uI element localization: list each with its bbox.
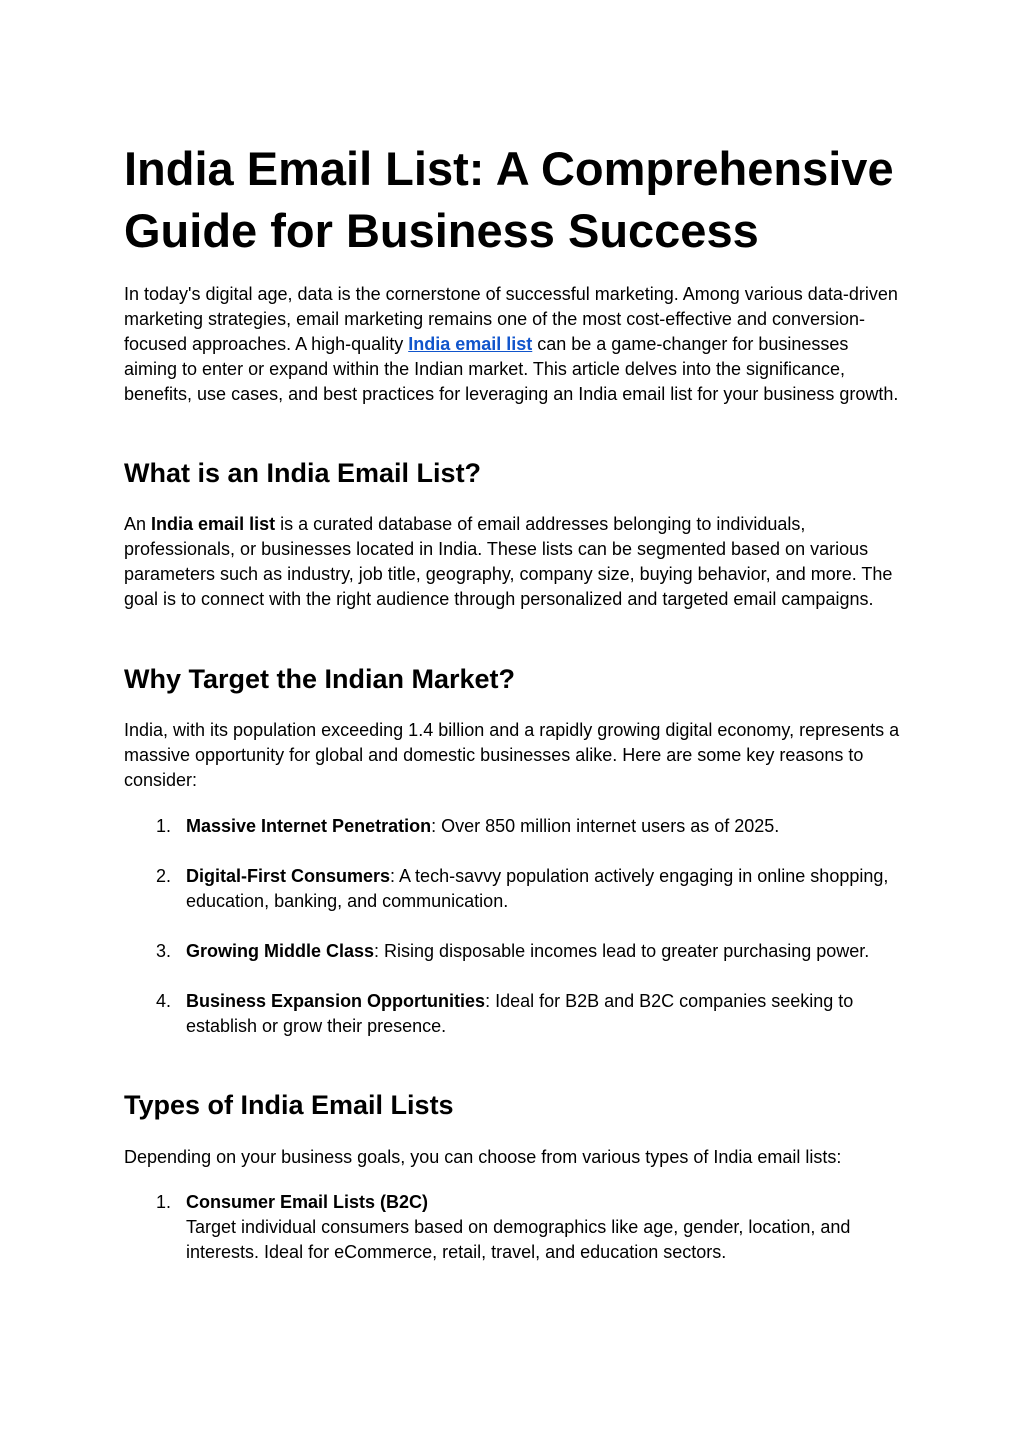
section-heading-what-is: What is an India Email List?	[124, 458, 482, 488]
page-title: India Email List: A Comprehensive Guide for Business Success	[124, 142, 894, 257]
list-item-text: : A tech-savvy population actively engaging in online shopping, education, banking, and communication.	[186, 866, 889, 911]
list-item-title: Growing Middle Class	[186, 941, 375, 961]
list-item	[124, 814, 904, 839]
list-item	[124, 864, 904, 914]
intro-paragraph	[124, 282, 904, 407]
india-email-list-link[interactable]: India email list	[408, 334, 533, 354]
what-is-paragraph	[124, 512, 904, 612]
types-paragraph: Depending on your business goals, you can choose from various types of India email lists:	[124, 1147, 842, 1167]
list-item-title: Business Expansion Opportunities	[186, 991, 486, 1011]
what-is-bold-term: India email list	[151, 514, 276, 534]
intro-text-after: can be a game-changer for businesses aiming to enter or expand within the Indian market. This article delves into the significance, benefits, use cases, and best practices for leveraging an India email list for your business growth.	[124, 334, 899, 404]
list-item	[124, 939, 904, 964]
list-item-title: Massive Internet Penetration	[186, 816, 432, 836]
why-target-paragraph: India, with its population exceeding 1.4 billion and a rapidly growing digital economy, represents a massive opportunity for global and domestic businesses alike. Here are some key reasons to consider:	[124, 720, 900, 790]
list-item	[124, 989, 904, 1039]
reasons-list	[124, 814, 904, 1064]
types-list	[124, 1190, 904, 1290]
list-item-title: Consumer Email Lists (B2C)	[186, 1192, 429, 1212]
list-item-text: : Over 850 million internet users as of 2025.	[431, 816, 780, 836]
section-heading-types: Types of India Email Lists	[124, 1090, 454, 1120]
list-item	[124, 1190, 904, 1265]
list-item-number: 3.	[156, 941, 172, 961]
list-item-text: : Ideal for B2B and B2C companies seeking to establish or grow their presence.	[186, 991, 854, 1036]
list-item-number: 4.	[156, 991, 172, 1011]
section-heading-why-target: Why Target the Indian Market?	[124, 664, 516, 694]
list-item-text: : Rising disposable incomes lead to greater purchasing power.	[374, 941, 870, 961]
intro-text-before: In today's digital age, data is the cornerstone of successful marketing. Among various data-driven marketing strategies, email marketing remains one of the most cost-effective and conversion-focused approaches. A high-quality	[124, 284, 898, 354]
list-item-title: Digital-First Consumers	[186, 866, 391, 886]
list-item-text: Target individual consumers based on demographics like age, gender, location, and interests. Ideal for eCommerce, retail, travel, and education sectors.	[186, 1217, 851, 1262]
list-item-number: 2.	[156, 866, 172, 886]
what-is-rest: is a curated database of email addresses belonging to individuals, professionals, or businesses located in India. These lists can be segmented based on various parameters such as industry, job title, geography, company size, buying behavior, and more. The goal is to connect with the right audience through personalized and targeted email campaigns.	[124, 514, 893, 609]
list-item-number: 1.	[156, 816, 172, 836]
list-item-number: 1.	[156, 1192, 172, 1212]
what-is-prefix: An	[124, 514, 152, 534]
